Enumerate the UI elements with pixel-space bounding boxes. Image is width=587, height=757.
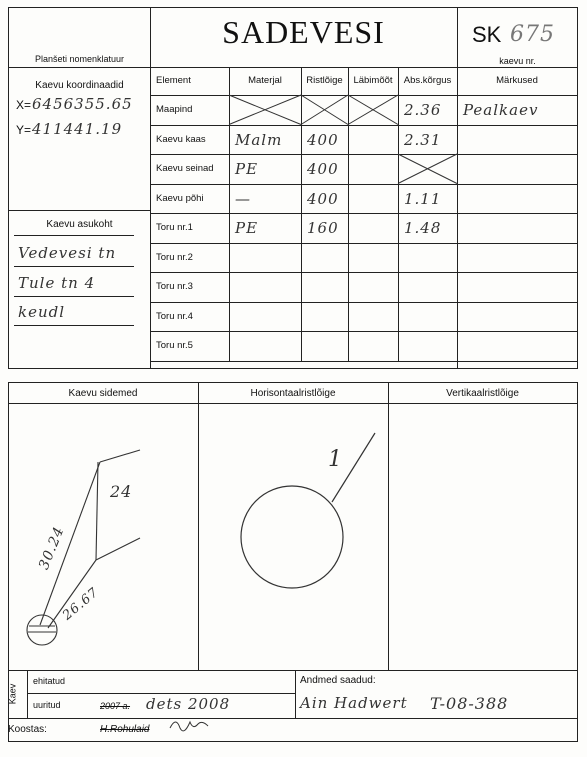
table-cell-abs[interactable]: 1.11	[404, 189, 442, 208]
link-dim-3[interactable]: 26.67	[60, 584, 102, 624]
column-header-4: Abs.kõrgus	[403, 75, 452, 86]
column-header-2: Ristlõige	[306, 75, 343, 86]
column-header-5: Märkused	[496, 75, 538, 86]
table-cell-notes[interactable]: Pealkaev	[463, 101, 539, 119]
sheet-nomenclature-label: Planšeti nomenklatuur	[34, 54, 125, 64]
column-header-1: Materjal	[248, 75, 282, 86]
link-dim-2[interactable]: 30.24	[36, 524, 68, 572]
compiled-label: Koostas:	[8, 724, 47, 735]
built-label: ehitatud	[33, 676, 66, 686]
table-cell-abs[interactable]: 2.31	[404, 130, 442, 149]
table-cell-abs[interactable]: 1.48	[404, 219, 442, 237]
surveyed-date[interactable]: dets 2008	[146, 695, 231, 713]
row-element-label: Toru nr.5	[156, 340, 193, 351]
link-dim-1[interactable]: 24	[110, 482, 133, 501]
table-cell-material[interactable]: Malm	[235, 130, 283, 149]
row-element-label: Kaevu põhi	[156, 192, 204, 204]
table-cell-section[interactable]: 400	[307, 189, 339, 208]
y-prefix: Y=	[16, 123, 32, 137]
row-element-label: Kaevu seinad	[156, 163, 214, 174]
row-element-label: Toru nr.1	[156, 222, 193, 233]
x-prefix: X=	[16, 98, 32, 112]
location-label: Kaevu asukoht	[46, 219, 113, 230]
links-label: Kaevu sidemed	[68, 388, 138, 399]
form-title: SADEVESI	[222, 14, 385, 50]
pipe-number[interactable]: 1	[328, 447, 343, 472]
column-header-3: Läbimõõt	[353, 75, 393, 86]
data-from-name[interactable]: Ain Hadwert	[300, 694, 408, 712]
location-line-2[interactable]: Tule tn 4	[18, 274, 96, 292]
table-cell-material[interactable]: —	[235, 189, 251, 208]
row-element-label: Toru nr.3	[156, 281, 193, 292]
compiled-name: H.Rohulaid	[100, 724, 150, 735]
coordinates-label: Kaevu koordinaadid	[35, 80, 124, 91]
well-number-value[interactable]: 675	[510, 22, 555, 47]
vertical-section-label: Vertikaalristlõige	[446, 388, 519, 399]
table-cell-section[interactable]: 400	[307, 160, 339, 178]
well-number-prefix: SK	[472, 22, 502, 47]
table-cell-material[interactable]: PE	[235, 219, 259, 237]
row-element-label: Toru nr.4	[156, 310, 193, 322]
row-element-label: Toru nr.2	[156, 251, 193, 263]
row-element-label: Maapind	[156, 104, 193, 115]
horizontal-section-label: Horisontaalristlõige	[250, 388, 336, 399]
data-from-code[interactable]: T-08-388	[430, 694, 509, 713]
x-coordinate-value[interactable]: 6456355.65	[32, 95, 133, 113]
well-number-label: kaevu nr.	[499, 56, 536, 66]
surveyed-label: uuritud	[33, 700, 61, 710]
surveyed-printed-date: 2007 a.	[100, 701, 131, 711]
table-cell-material[interactable]: PE	[235, 160, 259, 178]
table-cell-section[interactable]: 400	[307, 130, 339, 149]
table-cell-abs[interactable]: 2.36	[404, 101, 442, 119]
location-line-3[interactable]: keudl	[18, 303, 66, 321]
y-coordinate-value[interactable]: 411441.19	[32, 120, 123, 138]
row-element-label: Kaevu kaas	[156, 133, 206, 145]
table-cell-section[interactable]: 160	[307, 219, 339, 237]
data-from-label: Andmed saadud:	[300, 675, 376, 686]
kaev-label: Kaev	[7, 683, 18, 705]
location-line-1[interactable]: Vedevesi tn	[18, 244, 117, 262]
column-header-0: Element	[156, 75, 191, 86]
